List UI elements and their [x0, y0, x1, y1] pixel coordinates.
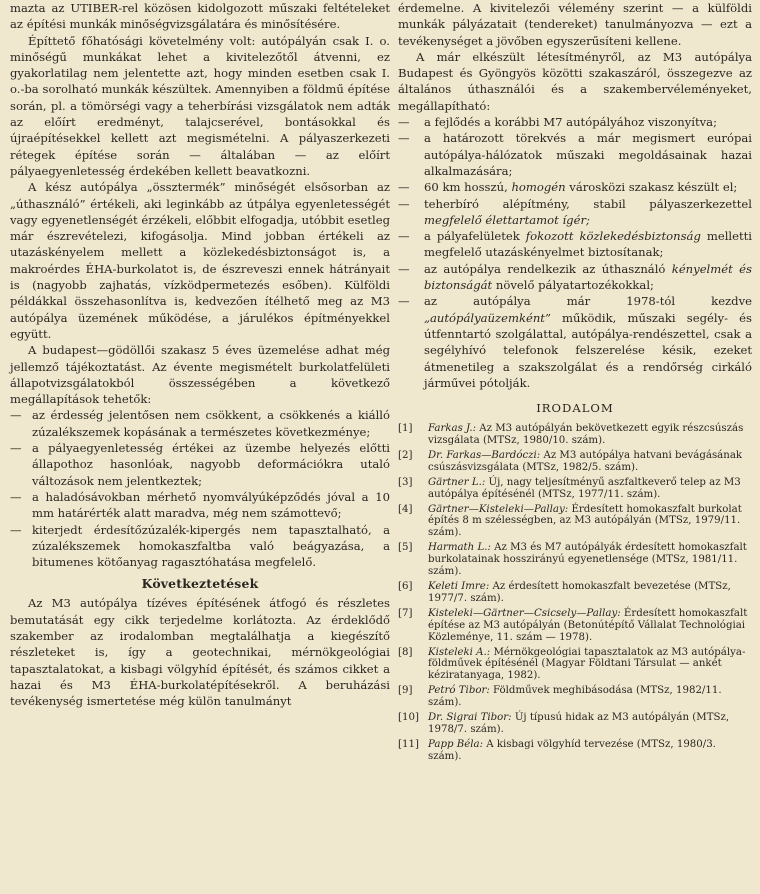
references-list [398, 423, 752, 763]
list-item-text: a fejlődés a korábbi M7 autópályához viszonyítva; [424, 115, 717, 130]
reference-number: [4] [398, 503, 413, 515]
left-column [10, 0, 390, 709]
findings-list [10, 407, 390, 570]
list-item-text: melletti megfelelő utazáskényelmet biztosítanak; [424, 229, 752, 260]
paragraph-conclusions: Az M3 autópálya tízéves építésének átfogó és részletes bemutatását egy cikk terjedelme korlátozta. Az érdeklődő szakember az irodalomban megtalálhatja a kiegészítő részleteket is, így a geotechnikai, mérnökgeológiai tapasztalatokat, a kisbagi völgyhíd építését, és számos cikket a hazai és M3 ÉHA-burkolatépítésekről. A beruházási tevékenység ismertetése még külön tanulmányt [10, 596, 390, 709]
reference-text: Érdesített homokaszfalt építése az M3 autópályán (Betonútépítő Vállalat Technológiai Közleménye, 11. szám — 1978). [428, 607, 748, 643]
reference-author: Dr. Sigrai Tibor: [428, 712, 512, 724]
list-item [398, 196, 752, 229]
right-column [398, 0, 752, 766]
reference-item [398, 685, 752, 709]
reference-author: Kisteleki—Gärtner—Csicsely—Pallay: [428, 607, 621, 619]
reference-text: A kisbagi völgyhíd tervezése (MTSz, 1980/3. szám). [428, 738, 716, 762]
list-item-text: 60 km hosszú, [424, 180, 512, 195]
reference-author: Petró Tibor: [428, 685, 490, 697]
list-item-emphasis: megfelelő élettartamot ígér; [424, 212, 590, 227]
paragraph-requirements: Építtető főhatósági követelmény volt: autópályán csak I. o. minőségű munkákat lehet a kivitelezőtől átvenni, ez gyakorlatilag nem jelentette azt, hogy minden esetben csak I. o.-ba sorolható munkák készültek. Amennyiben a földmű építése során, pl. a tömörségi vagy a teherbírási vizsgálatok nem adták az előírt eredményt, talajcserével, bontásokkal és újraépítésekkel kellett azt megismételni. A pályaszerkezeti rétegek építése során — általában — az előírt pályaegyenletesség érdekében kellett beavatkozni. [10, 33, 390, 178]
reference-number: [7] [398, 607, 413, 619]
reference-number: [8] [398, 646, 413, 658]
list-item-emphasis: homogén [511, 180, 566, 195]
list-item-emphasis: „autópályaüzemként” [424, 310, 551, 325]
summary-list [398, 114, 752, 391]
reference-number: [11] [398, 738, 419, 750]
reference-author: Farkas J.: [428, 423, 476, 435]
list-item-text: városközi szakasz készült el; [565, 180, 738, 195]
reference-number: [10] [398, 712, 419, 724]
reference-text: Az M3 autópálya hatvani bevágásának csúszásvizsgálata (MTSz, 1982/5. szám). [428, 449, 743, 473]
list-item [398, 114, 752, 130]
reference-author: Gärtner L.: [428, 476, 486, 488]
reference-item [398, 739, 752, 763]
reference-number: [9] [398, 685, 413, 697]
list-item-emphasis: kényelmét és biztonságát [424, 261, 752, 293]
paragraph-product-quality: A kész autópálya „össztermék” minőségét elsősorban az „úthasználó” értékeli, aki leginkább az útpálya egyenletességét vagy egyenetlenségét érzékeli, előbbit elfogadja, utóbbit esetleg már észrevételezi, kifogásolja. Mind jobban értékeli az utazáskényelem mellett a közlekedésbiztonságot is, a makroérdes ÉHA-burkolatot is, de észreveszi ennek hátrányait is (nagyobb zajhatás, vízködpermetezés esőben). Külföldi példákkal összehasonlítva is, kedvezően ítélhető meg az M3 autópálya üzemének működése, a járulékos építményekkel együtt. [10, 180, 390, 341]
list-item-text: a határozott törekvés a már megismert európai autópálya-hálózatok műszaki megoldásainak hazai alkalmazására; [424, 131, 752, 178]
list-item-text: teherbíró alépítmény, stabil pályaszerkezettel [424, 196, 752, 211]
reference-number: [2] [398, 449, 413, 461]
reference-item [398, 712, 752, 736]
reference-author: Keleti Imre: [428, 581, 490, 592]
list-item-text: a pályafelületek [424, 229, 526, 244]
reference-text: Érdesített homokaszfalt burkolat építés 8 m szélességben, az M3 autópályán (MTSz, 1979/11. szám). [428, 503, 742, 539]
list-item-text: növelő pályatartozékokkal; [492, 278, 654, 293]
list-item: — a pályaegyenletesség értékei az üzembe helyezés előtti állapothoz hasonlóak, nagyobb deformációkra utaló változások nem jelentkeztek; [10, 440, 390, 489]
reference-text: Az M3 autópályán bekövetkezett egyik részcsúszás vizsgálata (MTSz, 1980/10. szám). [428, 423, 744, 447]
reference-text: Új típusú hidak az M3 autópályán (MTSz, 1978/7. szám). [428, 712, 730, 735]
list-item: — kiterjedt érdesítőzúzalék-kipergés nem tapasztalható, a zúzalékszemek homokaszfaltba való beágyazása, a bitumenes kötőanyag ragasztóhatása megfelelő. [10, 522, 390, 571]
reference-author: Papp Béla: [428, 738, 484, 750]
paragraph-continued: érdemelne. A kivitelezői vélemény szerint — a külföldi munkák pályázatait (tendereket) tanulmányozva — ezt a tevékenységet a jövőben egyszerűsíteni kellene. [398, 1, 752, 48]
list-item [398, 179, 752, 195]
reference-item [398, 423, 752, 447]
paragraph-continued: mazta az UTIBER-rel közösen kidolgozott műszaki feltételeket az építési munkák minőségvizsgálatára és minősítésére. [10, 1, 390, 32]
reference-item [398, 450, 752, 474]
list-item-text: az autópálya rendelkezik az úthasználó [424, 261, 672, 276]
list-item [398, 228, 752, 261]
reference-item [398, 542, 752, 578]
list-item-text: működik, műszaki segély- és útfenntartó szolgálattal, autópálya-rendészettel, csak a segélyhívó telefonok felszerelése késik, ezeket átmenetileg a szakszolgálat és a rendőrség cirkáló járművei pótolják. [424, 310, 752, 390]
reference-number: [3] [398, 476, 413, 488]
reference-text: Földművek meghibásodása (MTSz, 1982/11. szám). [428, 685, 722, 709]
list-item [398, 293, 752, 391]
reference-item [398, 504, 752, 540]
reference-item [398, 581, 752, 605]
list-item: — az érdesség jelentősen nem csökkent, a csökkenés a kiálló zúzalékszemek kopásának a természetes következménye; [10, 407, 390, 440]
list-item: — a haladósávokban mérhető nyomvályúképződés jóval a 10 mm határérték alatt maradva, még nem számottevő; [10, 489, 390, 522]
reference-item [398, 647, 752, 683]
paragraph-summary: A már elkészült létesítményről, az M3 autópálya Budapest és Gyöngyös közötti szakaszáról, összegezve az általános úthasználói és a szakembervéleményeket, megállapítható: [398, 49, 752, 113]
list-item-text: az autópálya már 1978-tól kezdve [424, 294, 752, 309]
section-heading: Következtetések [141, 576, 259, 592]
reference-text: Az érdesített homokaszfalt bevezetése (MTSz, 1977/7. szám). [428, 581, 731, 604]
reference-number: [5] [398, 542, 413, 554]
reference-number: [1] [398, 423, 413, 435]
list-item-emphasis: fokozott közlekedésbiztonság [525, 229, 701, 244]
reference-author: Gärtner—Kisteleki—Pallay: [428, 503, 569, 515]
reference-number: [6] [398, 581, 413, 592]
reference-item [398, 608, 752, 644]
references-heading: IRODALOM [536, 401, 614, 416]
reference-author: Dr. Farkas—Bardóczi: [428, 449, 541, 461]
reference-text: Mérnökgeológiai tapasztalatok az M3 autópálya-földművek építésénél (Magyar Földtani Társulat — ankét kéziratanyaga, 1982). [428, 646, 746, 682]
reference-author: Harmath L.: [428, 542, 491, 554]
reference-item [398, 477, 752, 501]
list-item [398, 261, 752, 294]
reference-text: Új, nagy teljesítményű aszfaltkeverő telep az M3 autópálya építésénél (MTSz, 1977/11. szám). [428, 476, 741, 500]
reference-author: Kisteleki A.: [428, 646, 491, 658]
reference-text: Az M3 és M7 autópályák érdesített homokaszfalt burkolatainak hosszirányú egyenetlensége (MTSz, 1981/11. szám). [428, 542, 747, 578]
list-item [398, 130, 752, 179]
paragraph-operation: A budapest—gödöllői szakasz 5 éves üzemelése adhat még jellemző tájékoztatást. Az évente megismételt burkolatfelületi állapotvizsgálatokból összességében a következő megállapítások tehetők: [10, 343, 390, 407]
